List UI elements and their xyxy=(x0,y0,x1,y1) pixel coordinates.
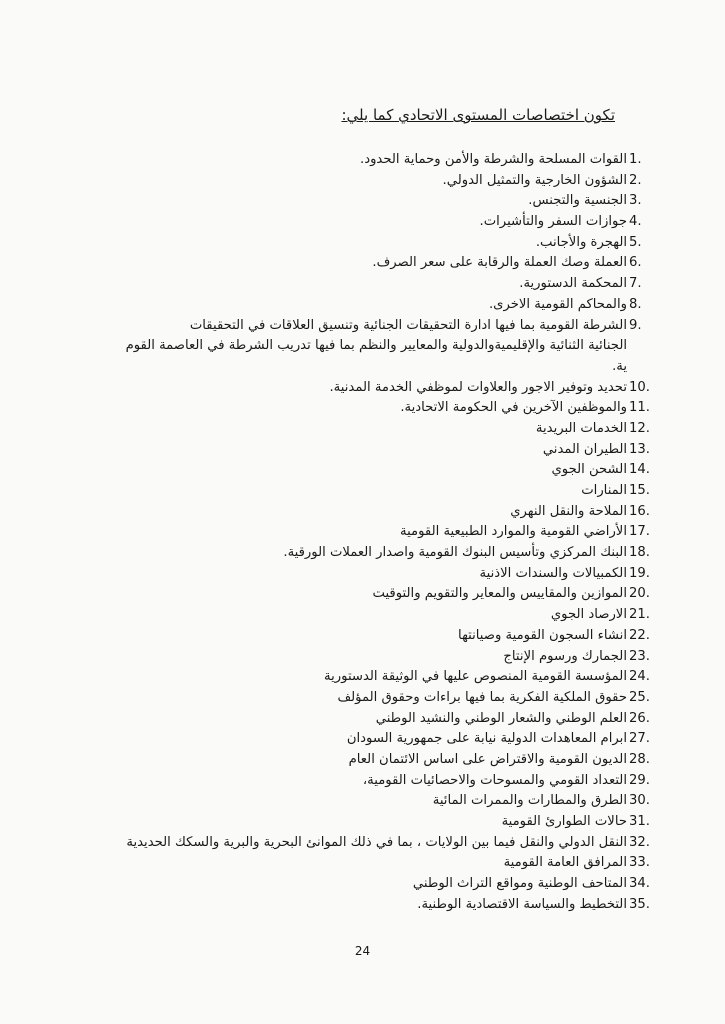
list-item xyxy=(107,833,650,854)
list-item xyxy=(107,853,650,874)
list-item xyxy=(107,750,650,771)
item-text-line: ية. xyxy=(612,358,627,374)
list-item xyxy=(107,564,650,585)
item-number: 24. xyxy=(629,669,650,685)
item-number: 28. xyxy=(629,751,650,767)
item-text: الملاحة والنقل النهري xyxy=(510,503,627,519)
item-number: 16. xyxy=(629,503,650,519)
list-item xyxy=(107,584,650,605)
item-text: الجنسية والتجنس. xyxy=(528,193,627,209)
item-text: الخدمات البريدية xyxy=(535,420,627,436)
item-number: 22. xyxy=(629,627,650,643)
list-item xyxy=(107,398,650,419)
item-number: 29. xyxy=(629,772,650,788)
list-item xyxy=(107,605,650,626)
item-text: المرافق العامة القومية xyxy=(503,855,627,871)
item-text: العلم الوطني والشعار الوطني والنشيد الوطني xyxy=(375,710,627,726)
item-number: 2. xyxy=(629,172,642,188)
list-item xyxy=(107,626,650,647)
list-item xyxy=(107,791,650,812)
item-number: 30. xyxy=(629,793,650,809)
item-text: الديون القومية والاقتراض على اساس الائتمان العام xyxy=(348,751,627,767)
item-number: 25. xyxy=(629,689,650,705)
item-text: العملة وصك العملة والرقابة على سعر الصرف. xyxy=(372,255,627,271)
item-number: 12. xyxy=(629,420,650,436)
item-text: المتاحف الوطنية ومواقع التراث الوطني xyxy=(412,876,627,892)
list-item xyxy=(107,419,650,440)
list-item xyxy=(107,295,642,316)
item-number: 32. xyxy=(629,834,650,850)
list-item xyxy=(107,729,650,750)
item-number: 33. xyxy=(629,855,650,871)
item-text-line: الشرطة القومية بما فيها ادارة التحقيقات الجنائية وتنسيق العلاقات في التحقيقات xyxy=(189,317,627,333)
list-item xyxy=(107,150,642,171)
item-number: 19. xyxy=(629,565,650,581)
item-number: 34. xyxy=(629,876,650,892)
item-text: النقل الدولي والنقل فيما بين الولايات ، بما في ذلك الموانئ البحرية والبرية والسكك الحديدية xyxy=(126,834,627,850)
list-item xyxy=(107,771,650,792)
item-text: الكمبيالات والسندات الاذنية xyxy=(479,565,627,581)
item-number: 17. xyxy=(629,524,650,540)
list-item xyxy=(107,895,650,916)
list-item xyxy=(107,688,650,709)
item-number: 31. xyxy=(629,814,650,830)
item-text: الشؤون الخارجية والتمثيل الدولي. xyxy=(442,172,627,188)
item-number: 27. xyxy=(629,731,650,747)
list-item xyxy=(107,460,650,481)
item-text: حالات الطوارئ القومية xyxy=(501,814,627,830)
item-number: 6. xyxy=(629,255,642,271)
item-text: المحكمة الدستورية. xyxy=(519,276,627,292)
list-item xyxy=(107,874,650,895)
competencies-list xyxy=(107,150,650,915)
list-item xyxy=(107,274,642,295)
item-text: جوازات السفر والتأشيرات. xyxy=(479,214,627,230)
item-number: 4. xyxy=(629,214,642,230)
item-text: ابرام المعاهدات الدولية نيابة على جمهورية السودان xyxy=(346,731,627,747)
list-item xyxy=(107,191,642,212)
item-number: 14. xyxy=(629,462,650,478)
document-title: تكون اختصاصات المستوى الاتحادي كما يلي: xyxy=(341,106,615,124)
item-text: حقوق الملكية الفكرية بما فيها براءات وحقوق المؤلف xyxy=(337,689,627,705)
item-text: تحديد وتوفير الاجور والعلاوات لموظفي الخدمة المدنية. xyxy=(329,379,627,395)
page-number: 24 xyxy=(354,944,371,958)
list-item xyxy=(107,440,650,461)
item-number: 8. xyxy=(629,296,642,312)
item-number: 10. xyxy=(629,379,650,395)
item-text: المنارات xyxy=(581,483,627,499)
item-text: والمحاكم القومية الاخرى. xyxy=(488,296,627,312)
item-text: التعداد القومي والمسوحات والاحصائيات القومية، xyxy=(362,772,627,788)
list-item xyxy=(107,316,642,378)
list-item xyxy=(107,481,650,502)
list-item xyxy=(107,522,650,543)
item-text: الأراضي القومية والموارد الطبيعية القومية xyxy=(400,524,627,540)
item-number: 15. xyxy=(629,483,650,499)
item-number: 13. xyxy=(629,441,650,457)
item-number: 1. xyxy=(629,152,642,167)
item-number: 11. xyxy=(629,400,650,416)
list-item xyxy=(107,812,650,833)
item-text: الهجرة والأجانب. xyxy=(535,234,627,250)
item-number: 26. xyxy=(629,710,650,726)
item-number: 9. xyxy=(629,317,642,333)
item-text: القوات المسلحة والشرطة والأمن وحماية الحدود. xyxy=(360,152,627,167)
list-item xyxy=(107,233,642,254)
list-item xyxy=(107,253,642,274)
item-text: انشاء السجون القومية وصيانتها xyxy=(458,627,627,643)
item-number: 20. xyxy=(629,586,650,602)
item-number: 3. xyxy=(629,193,642,209)
list-item xyxy=(107,378,650,399)
item-text: الطرق والمطارات والممرات المائية xyxy=(432,793,627,809)
item-text: البنك المركزي وتأسيس البنوك القومية واصدار العملات الورقية. xyxy=(283,545,627,561)
list-item xyxy=(107,502,650,523)
list-item xyxy=(107,171,642,192)
item-text: الموازين والمقاييس والمعاير والتقويم والتوقيت xyxy=(372,586,627,602)
item-number: 7. xyxy=(629,276,642,292)
list-item xyxy=(107,647,650,668)
item-number: 18. xyxy=(629,545,650,561)
item-text xyxy=(87,316,627,378)
item-text: الطيران المدني xyxy=(542,441,627,457)
list-item xyxy=(107,667,650,688)
item-number: 5. xyxy=(629,234,642,250)
item-number: 21. xyxy=(629,607,650,623)
list-item xyxy=(107,212,642,233)
item-text: الشحن الجوي xyxy=(551,462,627,478)
item-number: 23. xyxy=(629,648,650,664)
item-text: الجمارك ورسوم الإنتاج xyxy=(503,648,627,664)
item-text: والموظفين الآخرين في الحكومة الاتحادية. xyxy=(400,400,627,416)
item-text: التخطيط والسياسة الاقتصادية الوطنية. xyxy=(417,896,627,912)
item-text: الارصاد الجوي xyxy=(550,607,627,623)
item-number: 35. xyxy=(629,896,650,912)
item-text-line: الجنائية الثنائية والإقليميةوالدولية والمعايير والنظم بما فيها تدريب الشرطة في العاصمة القوم xyxy=(125,338,627,354)
list-item xyxy=(107,543,650,564)
item-text: المؤسسة القومية المنصوص عليها في الوثيقة الدستورية xyxy=(324,669,627,685)
list-item xyxy=(107,709,650,730)
